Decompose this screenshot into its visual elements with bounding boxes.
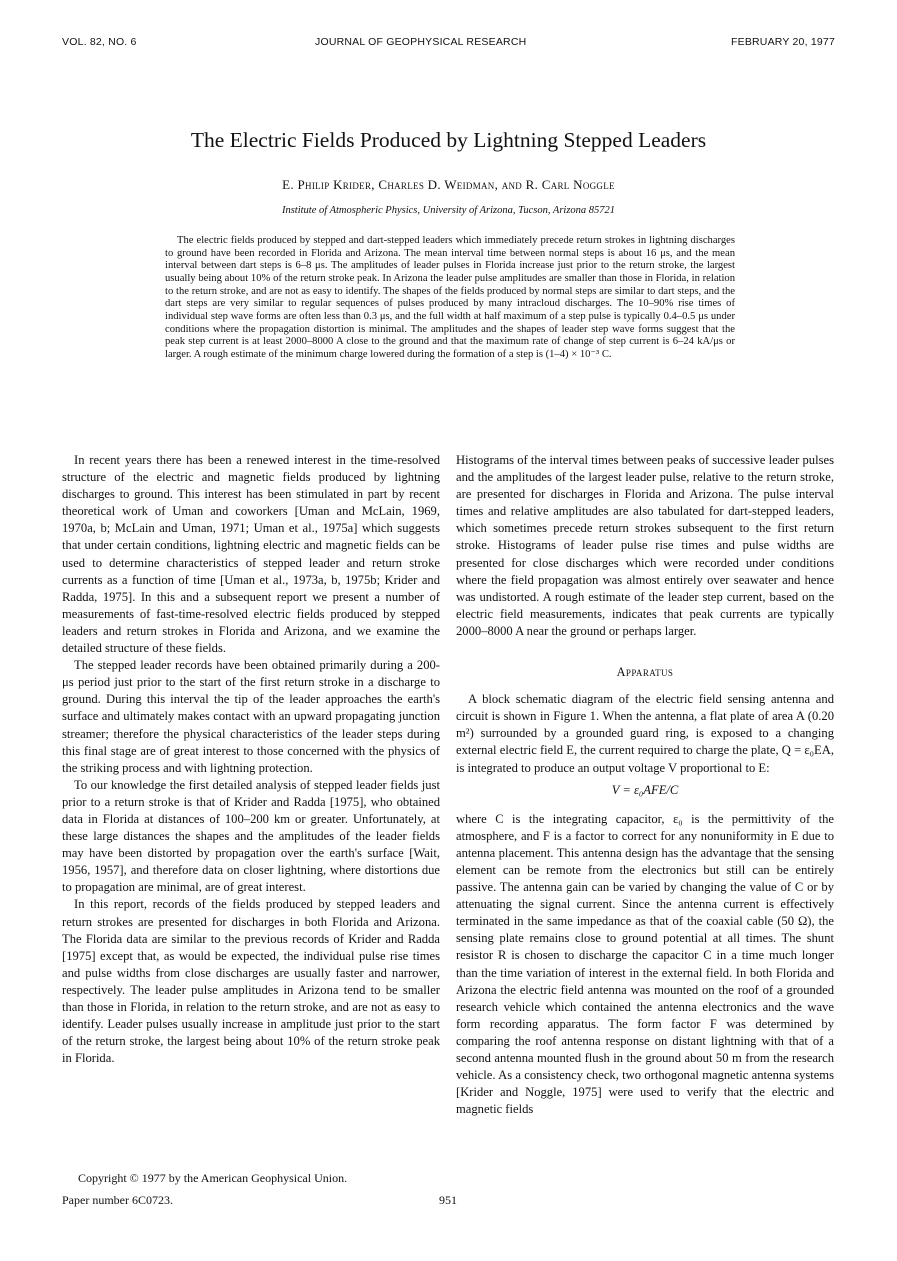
page-number: 951 [439, 1193, 457, 1207]
right-column [456, 452, 834, 1118]
body-paragraph: In recent years there has been a renewed interest in the time-resolved structure of the electric and magnetic fields produced by lightning discharges to ground. This interest has been stimulated in part by recent theoretical work of Uman and coworkers [Uman and McLain, 1969, 1970a, b; McLain and Uman, 1971; Uman et al., 1975a] which suggests that under certain conditions, lightning electric and magnetic fields can be used to determine characteristics of stepped leader and return stroke currents as a function of time [Uman et al., 1973a, b, 1975b; Krider and Radda, 1975]. In this and a subsequent report we present a number of measurements of fast-time-resolved electric fields produced by stepped leaders and return strokes in Florida and Arizona, and we examine the detailed structure of these fields. [62, 453, 440, 656]
abstract: The electric fields produced by stepped and dart-stepped leaders which immediately precede return strokes in lightning discharges to ground have been recorded in Florida and Arizona. The mean interval time between normal steps is about 16 μs, and the mean interval between dart steps is 6–8 μs. The amplitudes of leader pulses in Florida increase just prior to the return stroke, the largest usually being about 10% of the return stroke peak. In Arizona the leader pulse amplitudes are smaller than those in Florida, in relation to the return stroke, and are not as easy to identify. The shapes of the fields produced by normal steps are similar to dart steps, and the dart steps are very similar to regular sequences of pulses produced by many intracloud discharges. The 10–90% rise times of individual step wave forms are often less than 0.3 μs, and the full width at half maximum of a step pulse is typically 0.4–0.5 μs under conditions where the propagation distortion is minimal. The amplitudes and the shapes of leader step wave forms suggest that the peak step current is at least 2000–8000 A close to the ground and that the maximum rate of change of step current is 6–24 kA/μs or larger. A rough estimate of the minimum charge lowered during the formation of a step is (1–4) × 10⁻³ C. [165, 235, 735, 360]
issue-date: FEBRUARY 20, 1977 [731, 36, 835, 48]
body-paragraph: Histograms of the interval times between peaks of successive leader pulses and the amplitudes of the largest leader pulse, relative to the return stroke, are presented for discharges in Florida and Arizona. The pulse interval times and relative amplitudes are also tabulated for dart-stepped leaders, which sometimes precede return strokes subsequent to the first return stroke. Histograms of leader pulse rise times and pulse widths are presented for close discharges which were recorded under conditions where the field propagation was almost entirely over seawater and hence was undistorted. A rough estimate of the leader step current, based on the electric field measurements, indicates that peak currents are typically 2000–8000 A near the ground or perhaps larger. [456, 453, 834, 638]
volume-issue: VOL. 82, NO. 6 [62, 36, 137, 48]
affiliation: Institute of Atmospheric Physics, University of Arizona, Tucson, Arizona 85721 [281, 205, 616, 216]
paper-title: The Electric Fields Produced by Lightning Stepped Leaders [190, 128, 707, 152]
body-paragraph: To our knowledge the first detailed analysis of stepped leader fields just prior to a return stroke is that of Krider and Radda [1975], who obtained data in Florida at distances of 100–200 km or greater. Unfortunately, at these large distances the shapes and the amplitudes of the leader fields may have been distorted by propagation over the earth's surface [Wait, 1956, 1957], and therefore data on closer lightning, where distortions due to propagation are minimal, are of great interest. [62, 777, 440, 895]
copyright-notice: Copyright © 1977 by the American Geophysical Union. [78, 1171, 348, 1185]
section-heading: Apparatus [616, 665, 674, 680]
paper-number: Paper number 6C0723. [62, 1193, 173, 1207]
body-paragraph: The stepped leader records have been obtained primarily during a 200-μs period just prior to the start of the first return stroke in a discharge to ground. During this interval the tip of the leader approaches the earth's surface and ultimately makes contact with an upward propagating junction streamer; therefore the physical characteristics of the leader steps during this final stage are of great interest to those concerned with the physics of the striking process and with lightning protection. [62, 658, 440, 775]
authors: E. Philip Krider, Charles D. Weidman, and R. Carl Noggle [282, 177, 615, 192]
journal-name: JOURNAL OF GEOPHYSICAL RESEARCH [315, 36, 527, 48]
left-column [62, 452, 440, 1067]
body-paragraph: A block schematic diagram of the electric field sensing antenna and circuit is shown in Figure 1. When the antenna, a flat plate of area A (0.20 m²) surrounded by a grounded guard ring, is exposed to a changing external electric field E, the current required to charge the plate, Q = ε₀EA, is integrated to produce an output voltage V proportional to E: [456, 692, 834, 775]
equation: V = ε₀AFE/C [611, 782, 679, 797]
body-paragraph: In this report, records of the fields produced by stepped leaders and return strokes are presented for discharges in both Florida and Arizona. The Florida data are similar to the previous records of Krider and Radda [1975] except that, as would be expected, the individual pulse rise times and pulse widths from close discharges are usually faster and narrower, respectively. The leader pulse amplitudes in Arizona tend to be smaller than those in Florida, in relation to the return stroke, and are not as easy to identify. Leader pulses usually increase in amplitude just prior to the start of the return stroke, the largest being about 10% of the return stroke peak in Florida. [62, 897, 440, 1066]
body-paragraph: where C is the integrating capacitor, ε₀ is the permittivity of the atmosphere, and F is a factor to correct for any nonuniformity in E due to antenna placement. This antenna design has the advantage that the sensing element can be remote from the electronics but still can be entirely passive. The antenna gain can be varied by changing the value of C or by attenuating the signal current. Since the antenna current is effectively terminated in the same impedance as that of the coaxial cable (50 Ω), the sensing plate remains close to ground potential at all times. The shunt resistor R is chosen to discharge the capacitor C in a time much longer than the time variation of interest in the external field. In both Florida and Arizona the electric field antenna was mounted on the roof of a grounded research vehicle which contained the antenna electronics and the wave form recording apparatus. The form factor F was determined by comparing the roof antenna response on distant lightning with that of a second antenna mounted flush in the ground about 50 m from the research vehicle. As a consistency check, two orthogonal magnetic antenna systems [Krider and Noggle, 1975] were used to verify that the electric and magnetic fields [456, 811, 834, 1117]
